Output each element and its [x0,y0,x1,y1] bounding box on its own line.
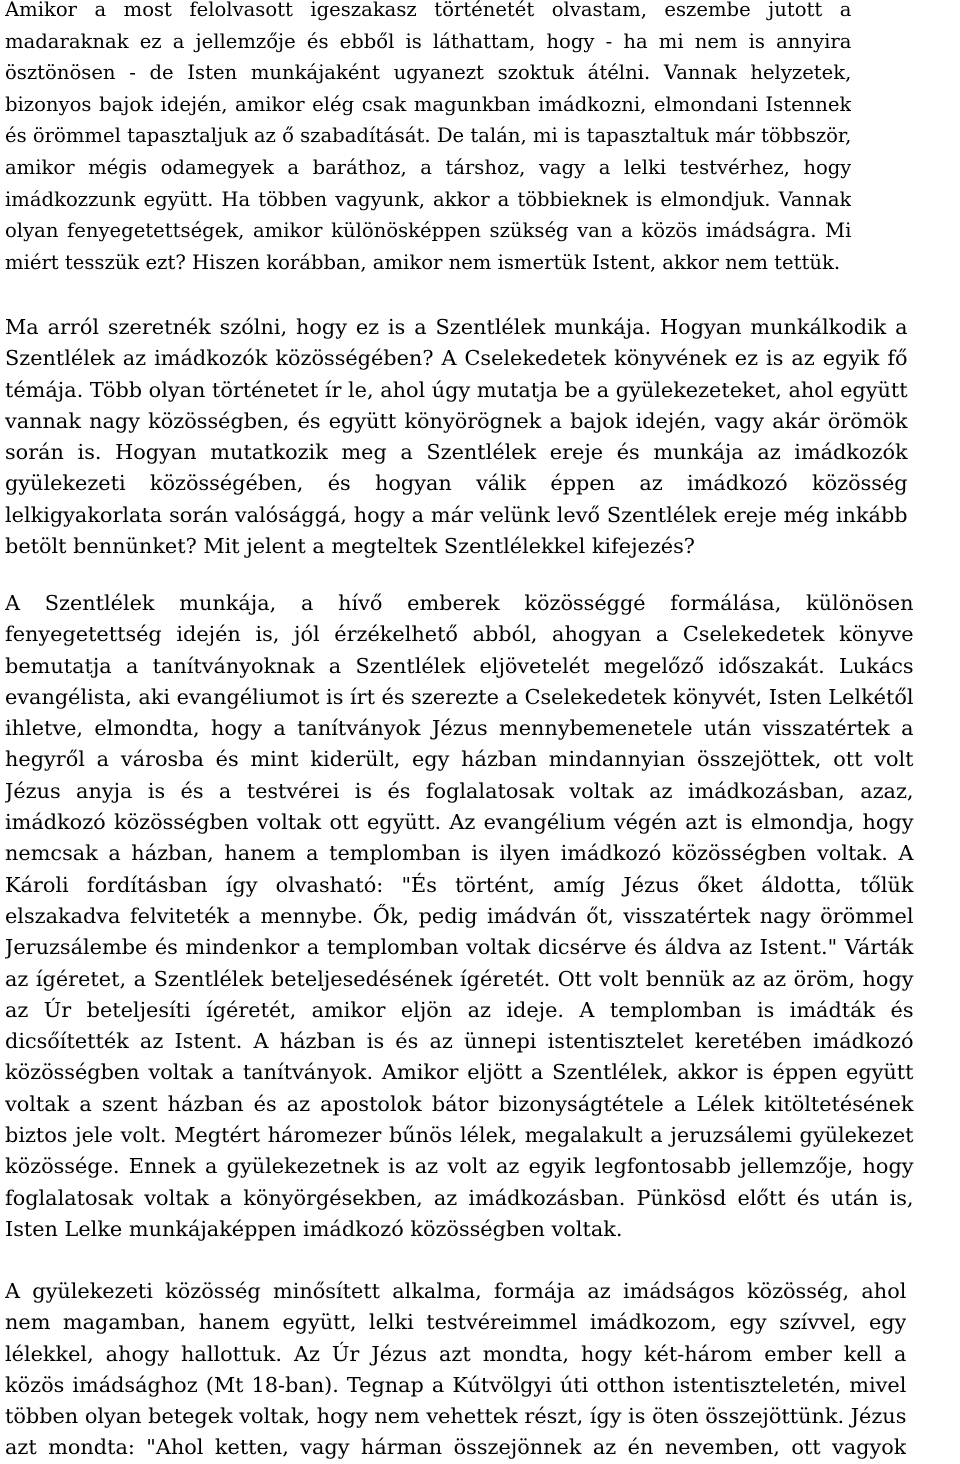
text-line: témája. Több olyan történetet ír le, ahol úgy mutatja be a gyülekezeteket, ahol együtt [5,377,908,402]
paragraph-4 [5,1276,906,1464]
text-line: biztos jele volt. Megtért háromezer bűnös lélek, megalakult a jeruzsálemi gyülekezet [5,1123,914,1148]
text-line: vannak nagy közösségben, és együtt könyörögnek a bajok idején, vagy akár örömök [5,408,908,433]
text-line: voltak a szent házban és az apostolok bátor bizonyságtétele a Lélek kitöltetésének [5,1091,914,1116]
text-line: az Úr beteljesíti ígéretét, amikor eljön az ideje. A templomban is imádták és [5,997,914,1022]
paragraph-1 [5,0,851,278]
text-line: foglalatosak voltak a könyörgésekben, az imádkozásban. Pünkösd előtt és után is, [5,1185,914,1210]
text-line: lelkigyakorlata során valósággá, hogy a már velünk levő Szentlélek ereje még inkább [5,502,908,527]
text-line: elszakadva felviteték a mennybe. Ők, pedig imádván őt, visszatértek nagy örömmel [5,903,914,928]
text-line: betölt bennünket? Mit jelent a megteltek Szentlélekkel kifejezés? [5,534,695,559]
text-line: Isten Lelke munkájaképpen imádkozó közösségben voltak. [5,1216,623,1241]
text-line: Jeruzsálembe és mindenkor a templomban voltak dicsérve és áldva az Istent." Várták [5,935,914,960]
text-line: amikor mégis odamegyek a baráthoz, a társhoz, vagy a lelki testvérhez, hogy [5,155,852,179]
text-line: az ígéretet, a Szentlélek beteljesedésének ígéretét. Ott volt bennük az az öröm, hogy [5,966,914,991]
text-line: olyan fenyegetettségek, amikor különösképpen szükség van a közös imádságra. Mi [5,219,852,243]
text-line: evangélista, aki evangéliumot is írt és szerezte a Cselekedetek könyvét, Isten Lelkétől [5,684,914,709]
text-line: közössége. Ennek a gyülekezetnek is az volt az egyik legfontosabb jellemzője, hogy [5,1154,914,1179]
paragraph-2 [5,312,908,562]
text-line: és örömmel tapasztaljuk az ő szabadítását. De talán, mi is tapasztaltuk már többször, [5,124,852,148]
text-line: gyülekezeti közösségében, és hogyan válik éppen az imádkozó közösség [5,471,908,496]
text-line: Amikor a most felolvasott igeszakasz történetét olvastam, eszembe jutott a [5,0,852,21]
text-line: ösztönösen - de Isten munkájaként ugyanezt szoktuk átélni. Vannak helyzetek, [5,61,852,85]
text-line: A Szentlélek munkája, a hívő emberek közösséggé formálása, különösen [5,591,914,615]
text-line: imádkozzunk együtt. Ha többen vagyunk, akkor a többieknek is elmondjuk. Vannak [5,187,852,211]
text-line: Jézus anyja is és a testvérei is és foglalatosak voltak az imádkozásban, azaz, [5,778,914,803]
text-line: Szentlélek az imádkozók közösségében? A Cselekedetek könyvének ez is az egyik fő [5,346,908,371]
text-line: dicsőítették az Istent. A házban is és az ünnepi istentisztelet keretében imádkozó [5,1029,914,1054]
text-line: nem magamban, hanem együtt, lelki testvéreimmel imádkozom, egy szívvel, egy [5,1310,907,1335]
text-line: lélekkel, ahogy hallottuk. Az Úr Jézus azt mondta, hogy két-három ember kell a [5,1341,907,1366]
text-line: többen olyan betegek voltak, hogy nem vehettek részt, így is öten összejöttünk. Jézus [5,1404,907,1429]
text-line: A gyülekezeti közösség minősített alkalma, formája az imádságos közösség, ahol [5,1279,907,1303]
text-line: bizonyos bajok idején, amikor elég csak magunkban imádkozni, elmondani Istennek [5,92,852,116]
paragraph-3 [5,588,914,1245]
text-line: azt mondta: "Ahol ketten, vagy hárman összejönnek az én nevemben, ott vagyok [5,1435,907,1460]
text-line: során is. Hogyan mutatkozik meg a Szentlélek ereje és munkája az imádkozók [5,440,908,465]
text-line: imádkozó közösségben voltak ott együtt. Az evangélium végén azt is elmondja, hogy [5,810,914,835]
text-line: miért tesszük ezt? Hiszen korábban, amikor nem ismertük Istent, akkor nem tettük. [5,250,841,274]
text-line: közös imádsághoz (Mt 18-ban). Tegnap a Kútvölgyi úti otthon istentiszteletén, mivel [5,1372,907,1397]
text-line: ihletve, elmondta, hogy a tanítványok Jézus mennybemenetele után visszatértek a [5,716,914,741]
text-line: bemutatja a tanítványoknak a Szentlélek eljövetelét megelőző időszakát. Lukács [5,653,914,678]
text-line: Ma arról szeretnék szólni, hogy ez is a Szentlélek munkája. Hogyan munkálkodik a [5,315,908,339]
text-line: hegyről a városba és mint kiderült, egy házban mindannyian összejöttek, ott volt [5,747,914,772]
text-line: Károli fordításban így olvasható: "És történt, amíg Jézus őket áldotta, tőlük [5,872,914,897]
text-line: nemcsak a házban, hanem a templomban is ilyen imádkozó közösségben voltak. A [5,841,914,866]
text-line: fenyegetettség idején is, jól érzékelhető abból, ahogyan a Cselekedetek könyve [5,622,914,647]
text-line: közösségben voltak a tanítványok. Amikor eljött a Szentlélek, akkor is éppen együtt [5,1060,914,1085]
text-line: madaraknak ez a jellemzője és ebből is láthattam, hogy - ha mi nem is annyira [5,29,852,53]
